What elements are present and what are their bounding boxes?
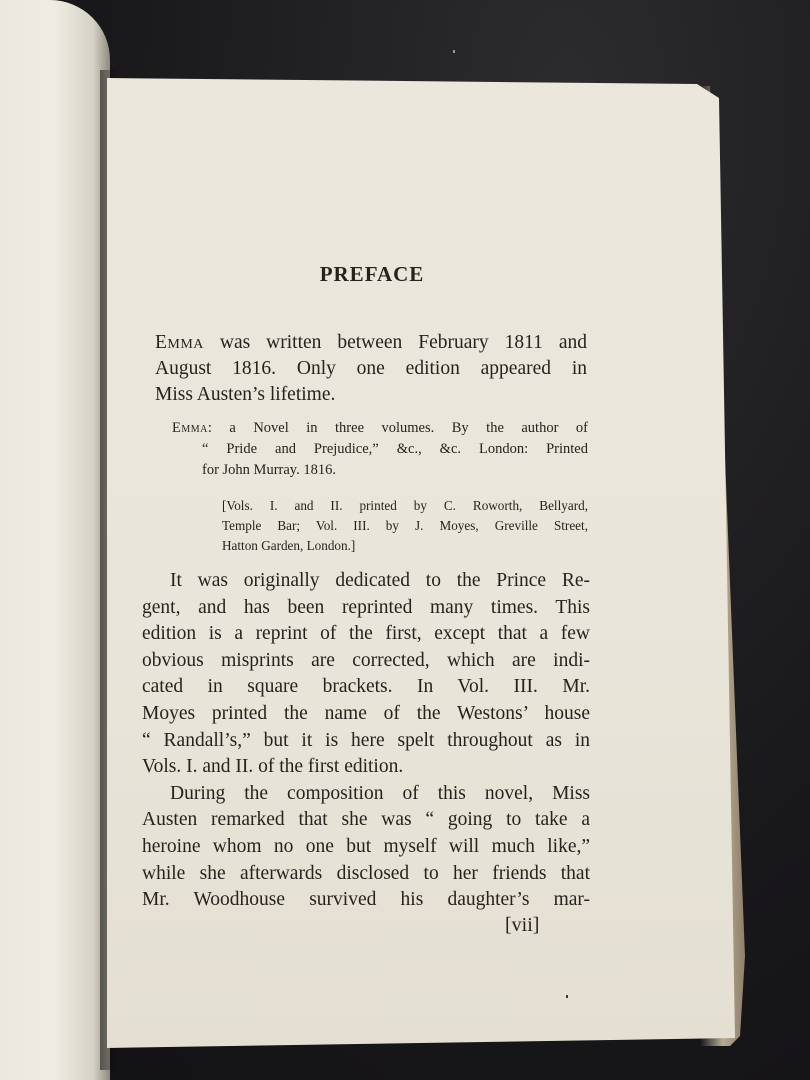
body-line: while she afterwards disclosed to her friends that (142, 862, 590, 884)
note-line: Hatton Garden, London.] (222, 538, 356, 553)
page-number: [vii] (505, 914, 540, 936)
body-line: Vols. I. and II. of the first edition. (142, 756, 404, 778)
body-line: Mr. Woodhouse survived his daughter’s mar- (142, 889, 590, 911)
intro-paragraph (155, 330, 587, 408)
body-line: gent, and has been reprinted many times. This (142, 596, 590, 618)
body-line: cated in square brackets. In Vol. III. Mr. (142, 676, 590, 698)
body-line: obvious misprints are corrected, which are indi- (142, 649, 590, 671)
citation-line: for John Murray. 1816. (202, 462, 336, 478)
body-line: heroine whom no one but myself will much like,” (142, 835, 590, 857)
intro-line: August 1816. Only one edition appeared in (155, 358, 587, 379)
note-line: [Vols. I. and II. printed by C. Roworth, Bellyard, (222, 498, 588, 513)
note-line: Temple Bar; Vol. III. by J. Moyes, Greville Street, (222, 518, 588, 533)
body-line: edition is a reprint of the first, except that a few (142, 623, 590, 645)
citation-line: Emma: a Novel in three volumes. By the author of (172, 420, 588, 436)
facing-page (0, 0, 110, 1080)
body-text (142, 568, 590, 914)
title-page-citation (172, 418, 588, 481)
intro-line: Miss Austen’s lifetime. (155, 384, 336, 405)
body-line: Austen remarked that she was “ going to take a (142, 809, 590, 831)
body-line: “ Randall’s,” but it is here spelt throughout as in (142, 729, 590, 751)
body-line: During the composition of this novel, Miss (170, 782, 590, 804)
citation-line: “ Pride and Prejudice,” &c., &c. London: Printed (202, 441, 588, 457)
intro-line: Emma was written between February 1811 and (155, 332, 587, 353)
body-line: It was originally dedicated to the Prince Re- (170, 570, 590, 591)
paper-speck (566, 995, 568, 998)
page-title: PREFACE (319, 262, 425, 286)
printer-note (222, 496, 588, 556)
body-line: Moyes printed the name of the Westons’ house (142, 702, 590, 724)
dust-speck (453, 50, 455, 53)
